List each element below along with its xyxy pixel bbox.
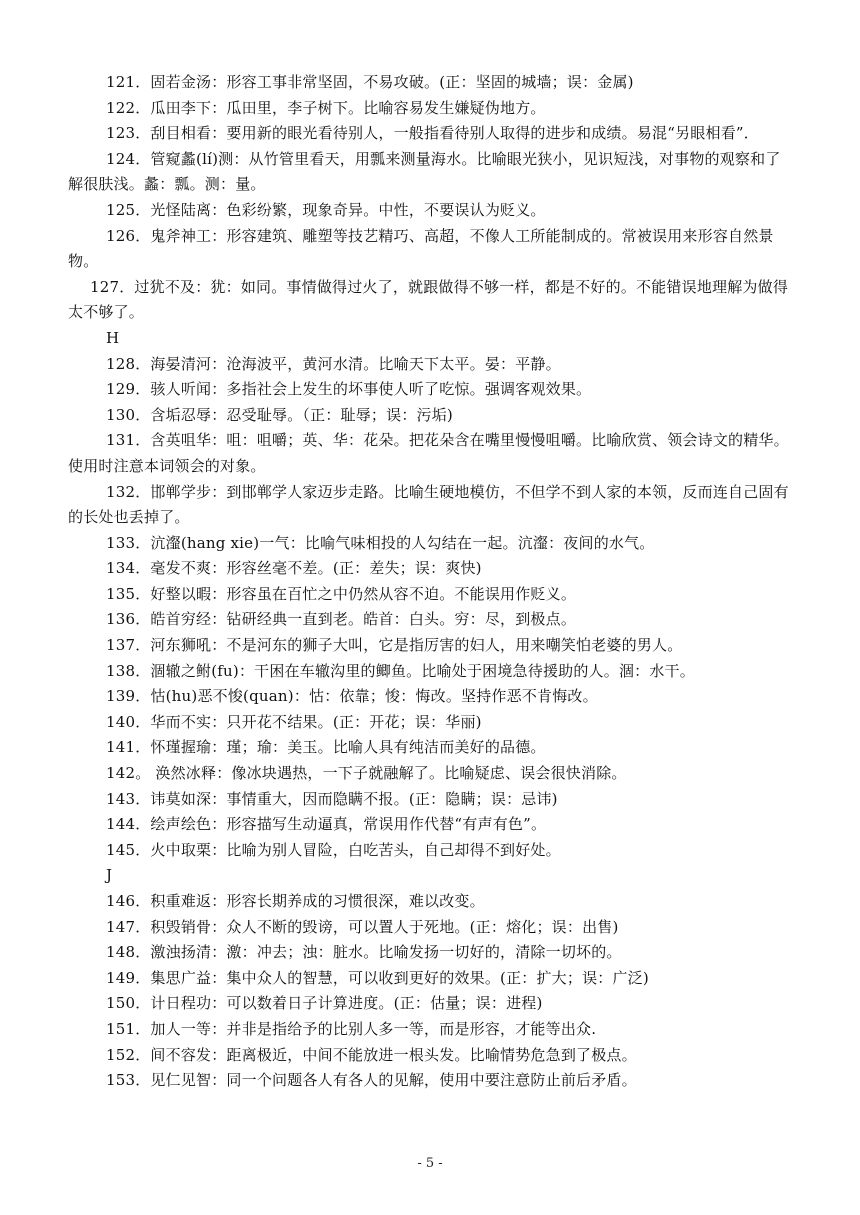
section-letter-j: J bbox=[106, 866, 113, 885]
idiom-entry: 148．激浊扬清：激：冲去；浊：脏水。比喻发扬一切好的，清除一切坏的。 bbox=[106, 943, 622, 962]
idiom-entry: 131．含英咀华：咀：咀嚼；英、华：花朵。把花朵含在嘴里慢慢咀嚼。比喻欣赏、领会诗文的精华。使用时注意本词领会的对象。 bbox=[68, 431, 789, 475]
idiom-entry: 130．含垢忍辱：忍受耻辱。（正：耻辱；误：污垢) bbox=[106, 405, 453, 424]
entry-127: 127．过犹不及：犹：如同。事情做得过火了，就跟做得不够一样，都是不好的。不能错误地理解为做得太不够了。 bbox=[68, 277, 789, 322]
idiom-entry: 150．计日程功：可以数着日子计算进度。(正：估量；误：进程) bbox=[106, 994, 543, 1013]
idiom-entry: 137．河东狮吼：不是河东的狮子大叫，它是指厉害的妇人，用来嘲笑怕老婆的男人。 bbox=[106, 636, 683, 655]
idiom-entry: 124．管窥蠡(lí)测：从竹管里看天，用瓢来测量海水。比喻眼光狭小，见识短浅，对事物的观察和了解很肤浅。蠡：瓢。测：量。 bbox=[68, 149, 781, 194]
idiom-entry: 133．沆瀣(hang xie)一气：比喻气味相投的人勾结在一起。沆瀣：夜间的水气。 bbox=[106, 533, 655, 552]
idiom-entry: 136．皓首穷经：钻研经典一直到老。皓首：白头。穷：尽，到极点。 bbox=[106, 610, 577, 629]
idiom-entry: 125．光怪陆离：色彩纷繁，现象奇异。中性，不要误认为贬义。 bbox=[106, 200, 546, 219]
idiom-entry: 126．鬼斧神工：形容建筑、雕塑等技艺精巧、高超，不像人工所能制成的。常被误用来形容自然景物。 bbox=[68, 226, 774, 271]
idiom-entry: 134．毫发不爽：形容丝毫不差。(正：差失；误：爽快) bbox=[106, 559, 482, 578]
section-letter-h: H bbox=[106, 328, 120, 347]
idiom-entry: 142。 涣然冰释：像冰块遇热，一下子就融解了。比喻疑虑、误会很快消除。 bbox=[106, 764, 627, 783]
page-number: - 5 - bbox=[417, 1156, 443, 1171]
idiom-entry: 128．海晏清河：沧海波平，黄河水清。比喻天下太平。晏：平静。 bbox=[106, 354, 561, 373]
entry-group-j bbox=[68, 889, 790, 1094]
idiom-entry: 138．涸辙之鲋(fu)：干困在车辙沟里的鲫鱼。比喻处于困境急待援助的人。涸：水干。 bbox=[106, 661, 695, 680]
idiom-entry: 147．积毁销骨：众人不断的毁谤，可以置人于死地。(正：熔化；误：出售) bbox=[106, 917, 619, 936]
idiom-entry: 132．邯郸学步：到邯郸学人家迈步走路。比喻生硬地模仿，不但学不到人家的本领，反而连自己固有的长处也丢掉了。 bbox=[68, 482, 789, 527]
idiom-entry: 149．集思广益：集中众人的智慧，可以收到更好的效果。(正：扩大；误：广泛) bbox=[106, 968, 649, 987]
idiom-entry: 135．好整以暇：形容虽在百忙之中仍然从容不迫。不能误用作贬义。 bbox=[106, 584, 577, 603]
idiom-entry: 129．骇人听闻：多指社会上发生的坏事使人听了吃惊。强调客观效果。 bbox=[106, 380, 592, 399]
idiom-entry: 121．固若金汤：形容工事非常坚固，不易攻破。(正：坚固的城墙；误：金属) bbox=[106, 73, 634, 91]
idiom-entry: 152．间不容发：距离极近，中间不能放进一根头发。比喻情势危急到了极点。 bbox=[106, 1045, 637, 1064]
idiom-entry: 151．加人一等：并非是指给予的比别人多一等，而是形容，才能等出众. bbox=[106, 1019, 597, 1038]
idiom-entry: 139．怙(hu)恶不悛(quan)：怙：依靠；悛：悔改。坚持作恶不肯悔改。 bbox=[106, 687, 598, 706]
idiom-entry: 143．讳莫如深：事情重大，因而隐瞒不报。(正：隐瞒；误：忌讳) bbox=[106, 789, 558, 808]
idiom-entry: 141．怀瑾握瑜：瑾；瑜：美玉。比喻人具有纯洁而美好的品德。 bbox=[106, 738, 546, 757]
entry-group-g bbox=[68, 70, 790, 275]
idiom-entry: 146．积重难返：形容长期养成的习惯很深，难以改变。 bbox=[106, 892, 485, 910]
document-body bbox=[68, 70, 790, 1094]
idiom-entry: 144．绘声绘色：形容描写生动逼真，常误用作代替“有声有色”。 bbox=[106, 815, 547, 834]
idiom-entry: 140．华而不实：只开花不结果。(正：开花；误：华丽) bbox=[106, 712, 482, 731]
entry-group-h bbox=[68, 352, 790, 864]
idiom-entry: 145．火中取栗：比喻为别人冒险，白吃苦头，自己却得不到好处。 bbox=[106, 840, 561, 859]
idiom-entry: 123．刮目相看：要用新的眼光看待别人，一般指看待别人取得的进步和成绩。易混“另眼相看”． bbox=[106, 124, 759, 143]
idiom-entry: 153．见仁见智：同一个问题各人有各人的见解，使用中要注意防止前后矛盾。 bbox=[106, 1071, 637, 1090]
idiom-entry: 122．瓜田李下：瓜田里，李子树下。比喻容易发生嫌疑伪地方。 bbox=[106, 98, 546, 117]
